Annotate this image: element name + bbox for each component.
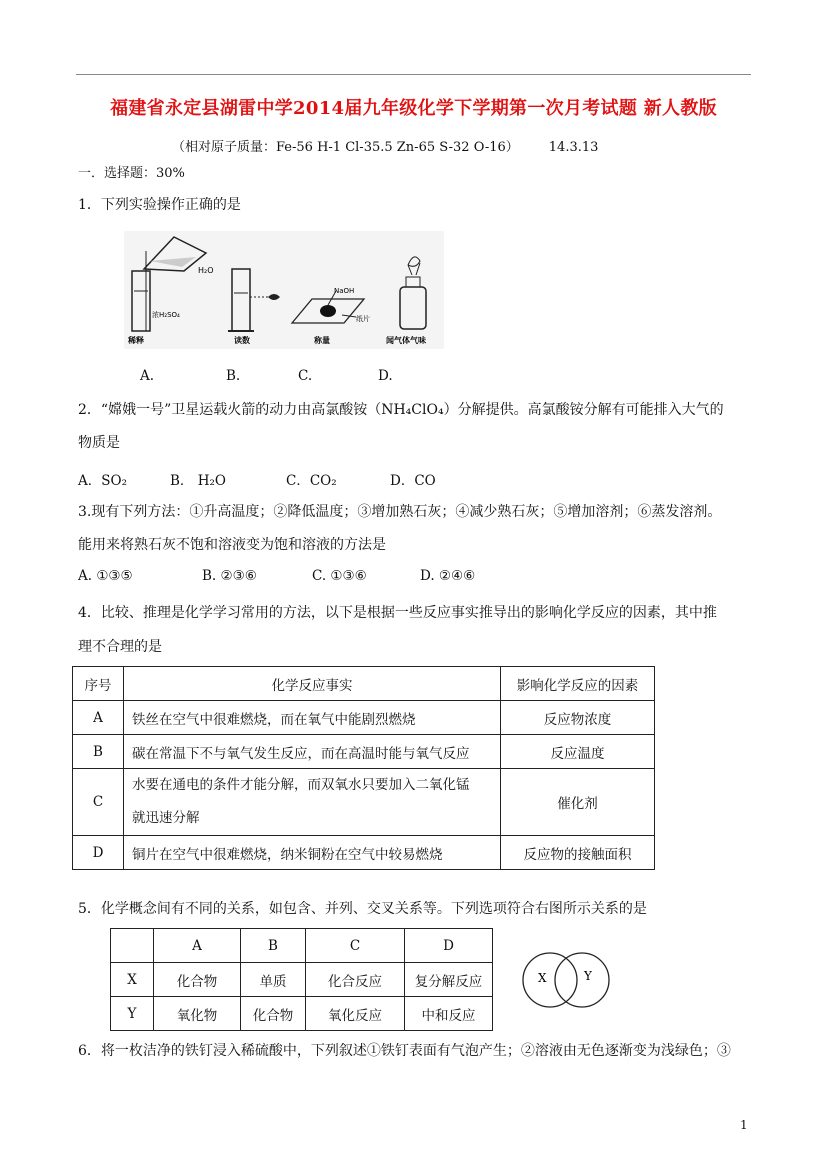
cell: 单质 [241, 963, 306, 997]
row-label: X [111, 963, 154, 997]
header-c: C [306, 929, 405, 963]
row-fact: 铜片在空气中很难燃烧，纳米铜粉在空气中较易燃烧 [124, 836, 501, 870]
cell: 氧化物 [154, 997, 241, 1031]
q2-option-b: B． H₂O [170, 473, 226, 489]
q1-option-a: A. [140, 368, 155, 384]
row-factor: 反应物的接触面积 [501, 836, 655, 870]
table-row [111, 997, 493, 1031]
row-factor: 反应温度 [501, 735, 655, 769]
label-naoh: NaOH [334, 287, 355, 295]
atomic-mass-note [172, 136, 598, 155]
concept-relation-table [110, 928, 493, 1031]
label-read: 读数 [234, 336, 250, 345]
table-row [111, 963, 493, 997]
row-fact-line2: 就迅速分解 [132, 810, 200, 826]
venn-diagram [518, 950, 618, 1010]
row-fact: 铁丝在空气中很难燃烧，而在氧气中能剧烈燃烧 [124, 701, 501, 735]
lab-operations-figure [124, 231, 444, 349]
label-smell: 闻气体气味 [386, 336, 426, 345]
table-row [73, 769, 655, 836]
question-5-stem: 5．化学概念间有不同的关系，如包含、并列、交叉关系等。下列选项符合右图所示关系的是 [78, 901, 647, 917]
question-2-stem: 2．“嫦娥一号”卫星运载火箭的动力由高氯酸铵（NH₄ClO₄）分解提供。高氯酸铵分解有可能排入大气的 [78, 402, 724, 418]
cell: 化合反应 [306, 963, 405, 997]
table-row [73, 701, 655, 735]
question-3-stem: 3.现有下列方法：①升高温度；②降低温度；③增加熟石灰；④减少熟石灰；⑤增加溶剂；⑥蒸发溶剂。 [78, 504, 722, 520]
q2-option-d: D．CO [390, 473, 436, 489]
row-id: B [73, 735, 124, 769]
label-paper: 纸片 [356, 315, 370, 323]
row-id: A [73, 701, 124, 735]
header-d: D [405, 929, 493, 963]
q3-option-a: A. ①③⑤ [78, 568, 133, 584]
page-title: 福建省永定县湖雷中学2014届九年级化学下学期第一次月考试题 新人教版 [110, 98, 717, 119]
page-number: 1 [740, 1118, 748, 1132]
question-3-stem-cont: 能用来将熟石灰不饱和溶液变为饱和溶液的方法是 [78, 537, 386, 553]
question-4-stem: 4．比较、推理是化学学习常用的方法，以下是根据一些反应事实推导出的影响化学反应的因素，其中推 [78, 605, 717, 621]
label-weigh: 称量 [314, 336, 330, 345]
table-header-row [111, 929, 493, 963]
question-2-stem-cont: 物质是 [78, 435, 120, 451]
reaction-factors-table [72, 666, 655, 870]
q3-option-b: B. ②③⑥ [202, 568, 257, 584]
header-blank [111, 929, 154, 963]
row-factor: 催化剂 [501, 769, 655, 836]
table-header-row [73, 667, 655, 701]
label-dilute: 稀释 [128, 336, 144, 345]
label-water: H₂O [198, 266, 214, 275]
header-fact: 化学反应事实 [124, 667, 501, 701]
row-label: Y [111, 997, 154, 1031]
row-id: D [73, 836, 124, 870]
header-rule [76, 74, 751, 75]
q2-option-c: C．CO₂ [286, 473, 337, 489]
table-row [73, 836, 655, 870]
exam-date: 14.3.13 [548, 140, 599, 155]
question-6-stem: 6．将一枚洁净的铁钉浸入稀硫酸中，下列叙述①铁钉表面有气泡产生；②溶液由无色逐渐变为浅绿色；③ [78, 1043, 731, 1059]
row-id: C [73, 769, 124, 836]
cell: 复分解反应 [405, 963, 493, 997]
q1-option-b: B. [226, 368, 241, 384]
q3-option-c: C. ①③⑥ [312, 568, 367, 584]
row-fact-line1: 水要在通电的条件才能分解，而双氧水只要加入二氧化锰 [132, 777, 470, 793]
row-factor: 反应物浓度 [501, 701, 655, 735]
q2-option-a: A．SO₂ [78, 473, 127, 489]
cell: 氧化反应 [306, 997, 405, 1031]
cell: 中和反应 [405, 997, 493, 1031]
section-heading: 一．选择题：30% [78, 166, 185, 181]
q3-option-d: D. ②④⑥ [420, 568, 476, 584]
q1-option-c: C. [298, 368, 313, 384]
question-4-stem-cont: 理不合理的是 [78, 639, 162, 655]
row-fact: 碳在常温下不与氧气发生反应，而在高温时能与氧气反应 [124, 735, 501, 769]
q1-option-d: D. [378, 368, 393, 384]
label-acid: 浓H₂SO₄ [152, 311, 180, 319]
header-factor: 影响化学反应的因素 [501, 667, 655, 701]
venn-label-y: Y [584, 969, 592, 983]
question-1-stem: 1．下列实验操作正确的是 [78, 197, 241, 213]
header-id: 序号 [73, 667, 124, 701]
cell: 化合物 [241, 997, 306, 1031]
header-a: A [154, 929, 241, 963]
atomic-mass-text: （相对原子质量：Fe-56 H-1 Cl-35.5 Zn-65 S-32 O-16） [172, 140, 519, 155]
header-b: B [241, 929, 306, 963]
row-fact [124, 769, 501, 836]
table-row [73, 735, 655, 769]
venn-label-x: X [538, 971, 547, 985]
cell: 化合物 [154, 963, 241, 997]
